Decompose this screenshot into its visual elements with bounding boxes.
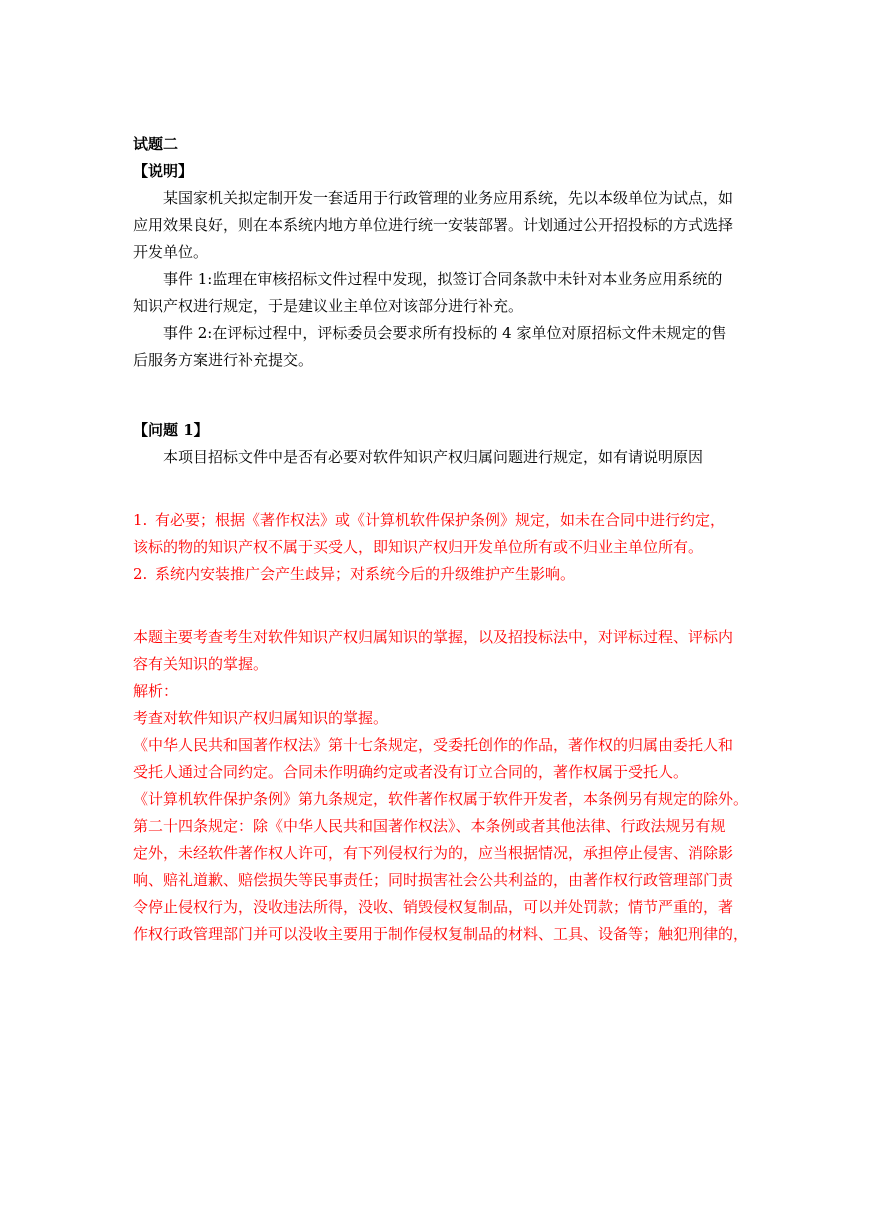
answer-item-1-number: 1.: [133, 511, 148, 529]
analysis-line-4: 考查对软件知识产权归属知识的掌握。: [133, 709, 389, 727]
answer-item-1-text: 有必要；根据《著作权法》或《计算机软件保护条例》规定，如未在合同中进行约定，: [155, 511, 726, 529]
question1-text: 本项目招标文件中是否有必要对软件知识产权归属问题进行规定，如有请说明原因: [163, 448, 704, 466]
analysis-line-9: 定外，未经软件著作权人许可，有下列侵权行为的，应当根据情况，承担停止侵害、消除影: [133, 844, 734, 862]
event2-line-2: 后服务方案进行补充提交。: [133, 351, 314, 369]
analysis-line-6: 受托人通过合同约定。合同未作明确约定或者没有订立合同的，著作权属于受托人。: [133, 763, 689, 781]
answer-item-2-line-1: [133, 561, 741, 588]
intro-line-1: 某国家机关拟定制开发一套适用于行政管理的业务应用系统，先以本级单位为试点，如: [163, 189, 734, 207]
answer-item-2-number: 2.: [133, 565, 148, 583]
intro-line-3: 开发单位。: [133, 243, 209, 261]
analysis-line-2: 容有关知识的掌握。: [133, 655, 269, 673]
document-title: 试题二: [133, 135, 179, 153]
analysis-line-3: 解析：: [133, 682, 179, 700]
answer-item-1-line-2: 该标的物的知识产权不属于买受人，即知识产权归开发单位所有或不归业主单位所有。: [133, 538, 704, 556]
event2-line-1: 事件 2:在评标过程中，评标委员会要求所有投标的 4 家单位对原招标文件未规定的售: [163, 324, 727, 342]
analysis-line-1: 本题主要考查考生对软件知识产权归属知识的掌握，以及招投标法中，对评标过程、评标内: [133, 628, 734, 646]
document-content: [133, 131, 749, 948]
intro-line-2: 应用效果良好，则在本系统内地方单位进行统一安装部署。计划通过公开招投标的方式选择: [133, 216, 734, 234]
answer-item-1-line-1: [133, 507, 741, 534]
event1-line-1: 事件 1:监理在审核招标文件过程中发现，拟签订合同条款中未针对本业务应用系统的: [163, 270, 723, 288]
analysis-line-11: 令停止侵权行为，没收违法所得，没收、销毁侵权复制品，可以并处罚款；情节严重的，著: [133, 898, 734, 916]
analysis-line-10: 响、赔礼道歉、赔偿损失等民事责任；同时损害社会公共利益的，由著作权行政管理部门责: [133, 871, 734, 889]
analysis-line-8: 第二十四条规定：除《中华人民共和国著作权法》、本条例或者其他法律、行政法规另有规: [133, 817, 726, 835]
section-label-description: 【说明】: [133, 162, 194, 180]
question1-label: 【问题 1】: [133, 421, 209, 439]
analysis-line-12: 作权行政管理部门并可以没收主要用于制作侵权复制品的材料、工具、设备等；触犯刑律的，: [133, 925, 749, 943]
answer-item-2-text: 系统内安装推广会产生歧异；对系统今后的升级维护产生影响。: [155, 565, 576, 583]
analysis-line-5: 《中华人民共和国著作权法》第十七条规定，受委托创作的作品，著作权的归属由委托人和: [133, 736, 734, 754]
event1-line-2: 知识产权进行规定，于是建议业主单位对该部分进行补充。: [133, 297, 524, 315]
analysis-line-7: 《计算机软件保护条例》第九条规定，软件著作权属于软件开发者，本条例另有规定的除外。: [133, 790, 749, 808]
